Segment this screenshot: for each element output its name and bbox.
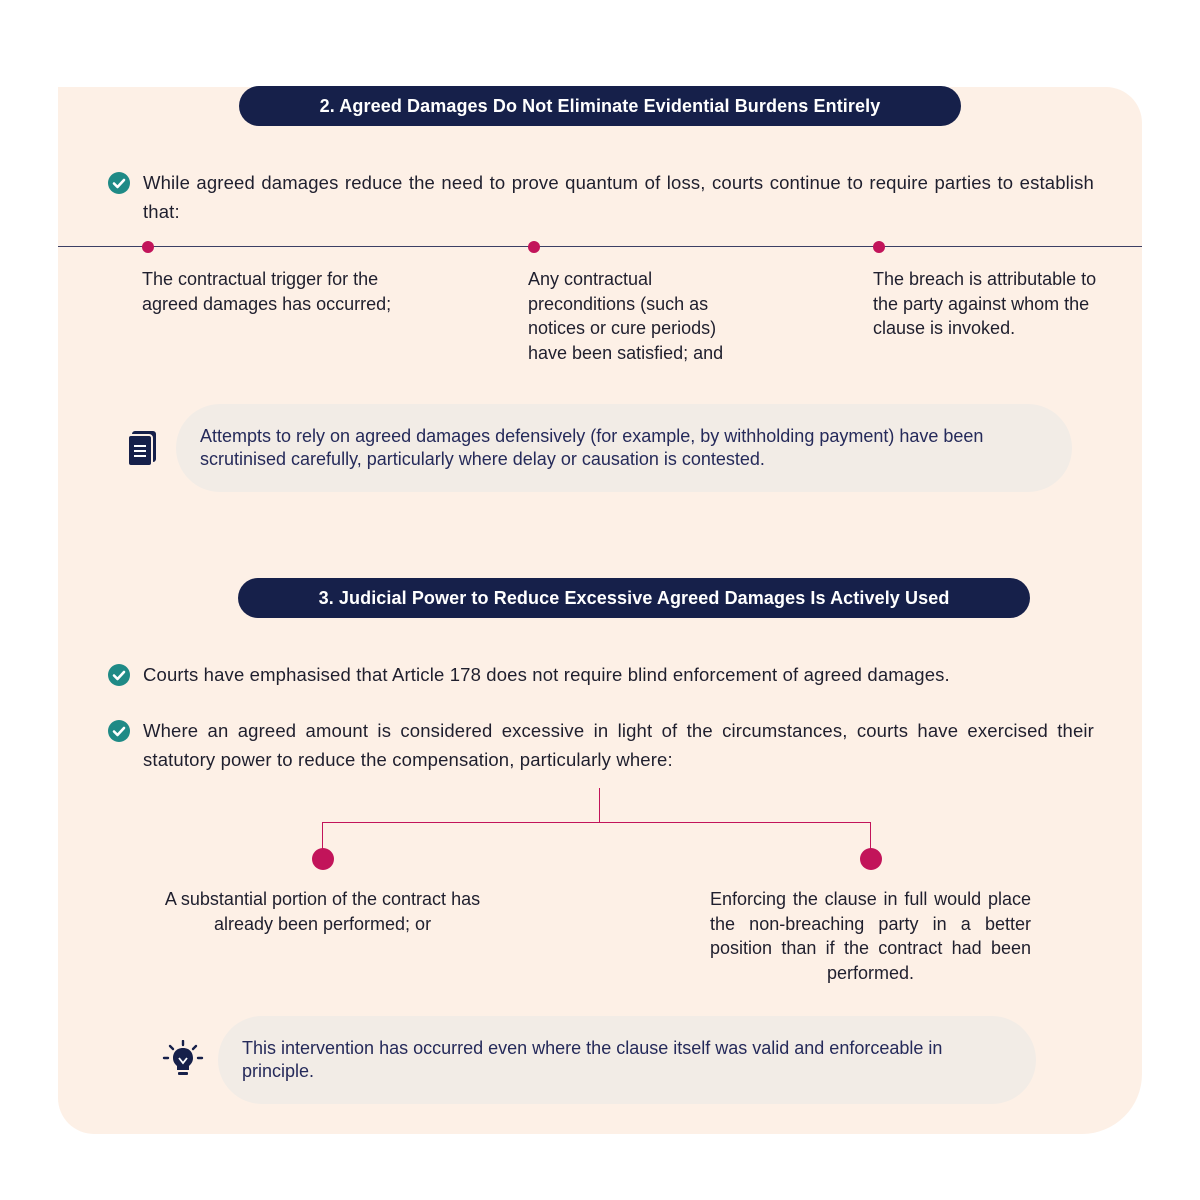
section-2-title: 2. Agreed Damages Do Not Eliminate Evidential Burdens Entirely: [239, 86, 961, 126]
lightbulb-icon: [162, 1040, 204, 1080]
tree-connector: [322, 822, 871, 823]
section-3-bullet: Courts have emphasised that Article 178 does not require blind enforcement of agreed damages.: [143, 664, 950, 685]
condition-item: The breach is attributable to the party against whom the clause is invoked.: [873, 269, 1097, 338]
branch-item: A substantial portion of the contract has already been performed; or: [164, 889, 481, 934]
section-3-bullet: Where an agreed amount is considered excessive in light of the circumstances, courts have exercised their statutory power to reduce the compensation, particularly where:: [143, 720, 1094, 770]
branch-dot: [860, 848, 882, 870]
tree-connector: [870, 822, 871, 850]
condition-item: Any contractual preconditions (such as notices or cure periods) have been satisfied; and: [528, 269, 724, 363]
branch-item: Enforcing the clause in full would place the non-breaching party in a better position than if the contract had been performed.: [710, 889, 1031, 983]
check-icon: [108, 172, 130, 194]
check-icon: [108, 720, 130, 742]
condition-item: The contractual trigger for the agreed damages has occurred;: [142, 269, 392, 314]
section-3-title: 3. Judicial Power to Reduce Excessive Agreed Damages Is Actively Used: [238, 578, 1030, 618]
timeline-rule: [58, 246, 1142, 247]
timeline-dot: [528, 241, 540, 253]
timeline-dot: [873, 241, 885, 253]
branch-dot: [312, 848, 334, 870]
section-2-intro: While agreed damages reduce the need to prove quantum of loss, courts continue to require parties to establish that:: [143, 172, 1094, 222]
section-2-note-text: Attempts to rely on agreed damages defensively (for example, by withholding payment) have been scrutinised carefully, particularly where delay or causation is contested.: [200, 426, 984, 469]
section-3-note-text: This intervention has occurred even where the clause itself was valid and enforceable in principle.: [242, 1038, 943, 1081]
timeline-dot: [142, 241, 154, 253]
check-icon: [108, 664, 130, 686]
section-3-note: [218, 1016, 1036, 1104]
tree-connector: [322, 822, 323, 850]
tree-connector: [599, 788, 600, 822]
document-icon: [126, 430, 158, 468]
section-2-note: [176, 404, 1072, 492]
